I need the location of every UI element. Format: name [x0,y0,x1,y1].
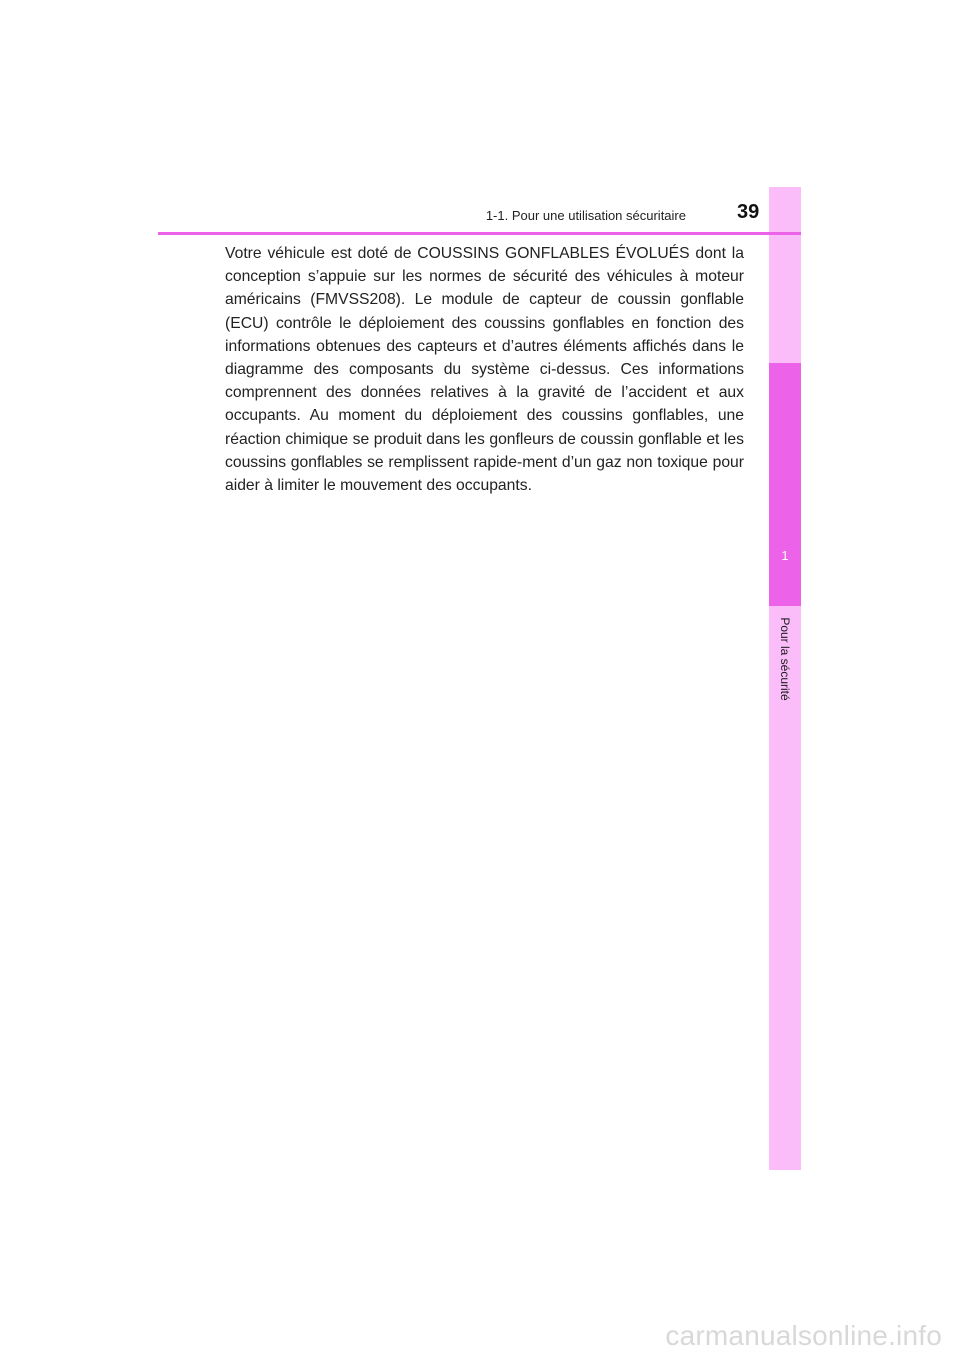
chapter-number: 1 [781,548,789,563]
body-paragraph: Votre véhicule est doté de COUSSINS GONFLABLES ÉVOLUÉS dont la conception s’appuie sur les normes de sécurité des véhicules à moteur américains (FMVSS208). Le module de capteur de coussin gonflable (ECU) contrôle le déploiement des coussins gonflables en fonction des informations obtenues des capteurs et d’autres éléments affichés dans le diagramme des composants du système ci-dessus. Ces informations comprennent des données relatives à la gravité de l’accident et aux occupants. Au moment du déploiement des coussins gonflables, une réaction chimique se produit dans les gonfleurs de coussin gonflable et les coussins gonflables se remplissent rapide-ment d’un gaz non toxique pour aider à limiter le mouvement des occupants. [225,245,744,495]
chapter-tab-active [769,363,801,606]
chapter-title: Pour la sécurité [778,617,792,701]
chapter-side-tab [769,187,801,1170]
section-title: 1-1. Pour une utilisation sécuritaire [485,208,686,223]
header-divider [158,232,801,235]
watermark: carmanualsonline.info [665,1320,942,1351]
page-number: 39 [737,201,760,223]
